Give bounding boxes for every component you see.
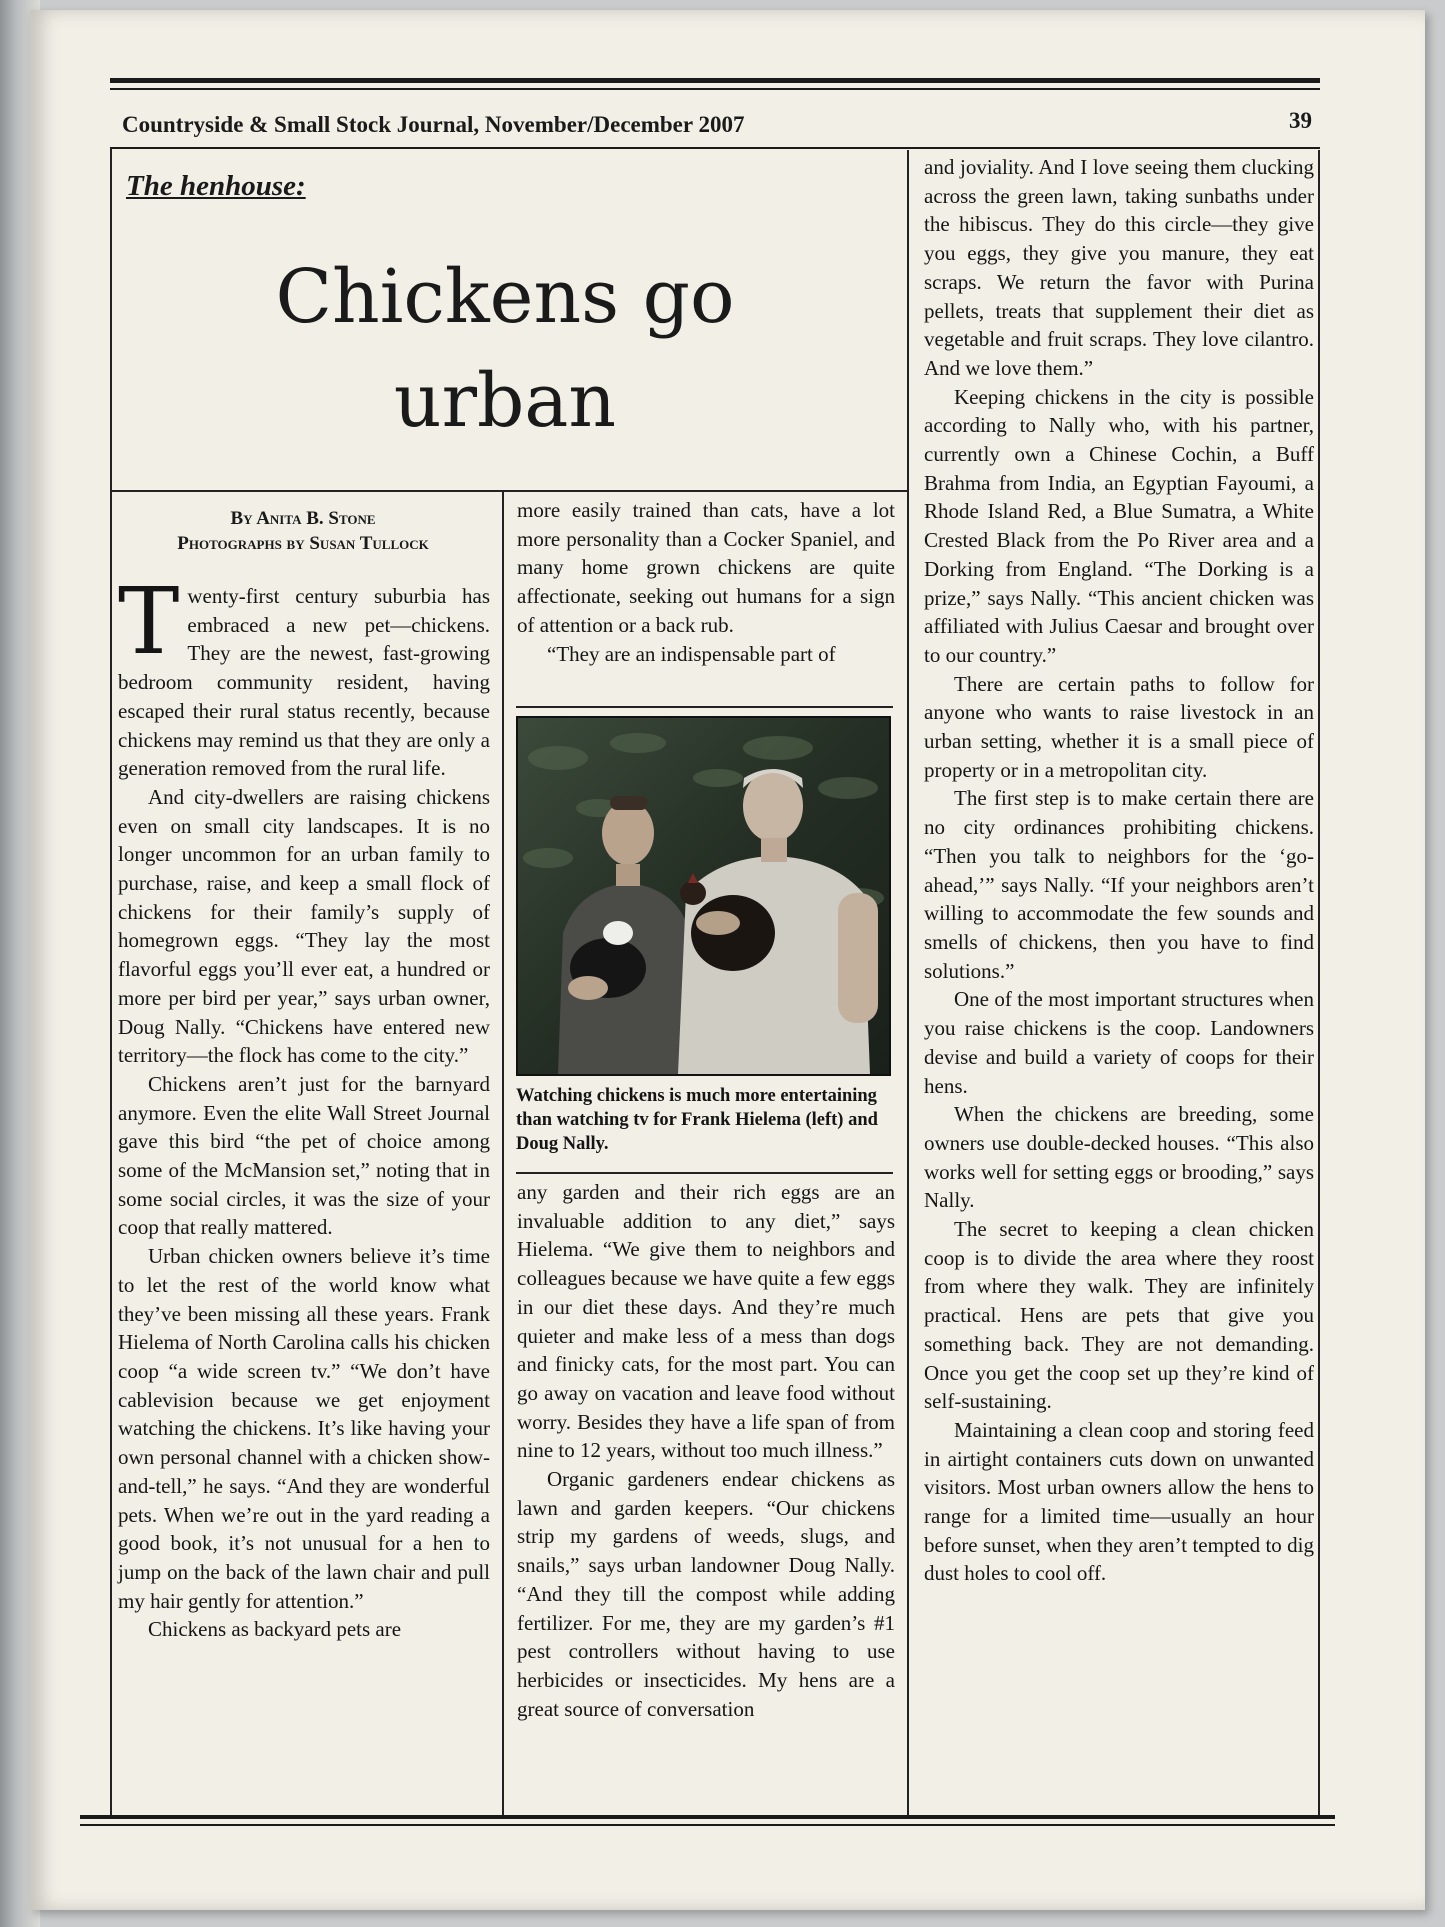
headline-line-2: urban bbox=[393, 358, 617, 444]
paragraph: And city-dwellers are raising chickens even on small city landscapes. It is no longer uncommon for an urban family to purchase, raise, and keep a small flock of chickens for their family’s supply of homegrown eggs. “They lay the most flavorful eggs you’ll ever eat, a hundred or more per bird per year,” says urban owner, Doug Nally. “Chickens have entered new territory—the flock has come to the city.” bbox=[118, 784, 490, 1068]
article-column-3 bbox=[924, 153, 1314, 1588]
photo-illustration bbox=[518, 718, 889, 1074]
headline bbox=[120, 245, 890, 453]
headline-line-1: Chickens go bbox=[275, 254, 735, 340]
paragraph: There are certain paths to follow for anyone who wants to raise livestock in an urban setting, whether it is a small piece of property or in a metropolitan city. bbox=[924, 671, 1314, 782]
journal-title: Countryside & Small Stock Journal, November/December 2007 bbox=[122, 112, 745, 137]
paragraph: When the chickens are breeding, some owners use double-decked houses. “This also works well for setting eggs or brooding,” says Nally. bbox=[924, 1102, 1314, 1213]
paragraph: One of the most important structures when you raise chickens is the coop. Landowners devise and build a variety of coops for their hens. bbox=[924, 987, 1314, 1098]
photo-two-men-holding-chickens bbox=[516, 716, 891, 1076]
outer-left-rule bbox=[110, 148, 112, 1816]
column-rule-2 bbox=[907, 150, 909, 1815]
paragraph: Keeping chickens in the city is possible according to Nally who, with his partner, currently own a Chinese Cochin, a Buff Brahma from India, an Egyptian Fayoumi, a Rhode Island Red, a Blue Sumatra, a White Crested Black from the Po River area and a Dorking from England. “The Dorking is a prize,” says Nally. “This ancient chicken was affiliated with Julius Caesar and brought over to our country.” bbox=[924, 384, 1314, 667]
outer-right-rule bbox=[1318, 150, 1320, 1815]
page-number: 39 bbox=[1289, 108, 1312, 133]
paragraph: Organic gardeners endear chickens as lawn and garden keepers. “Our chickens strip my gardens of weeds, slugs, and snails,” says urban landowner Doug Nally. “And they till the compost while adding fertilizer. For me, they are my garden’s #1 pest controllers without having to use herbicides or insecticides. My hens are a great source of conversation bbox=[517, 1467, 895, 1721]
article-column-2-top bbox=[517, 496, 895, 668]
running-header bbox=[122, 108, 1312, 138]
article-column-2-bottom bbox=[517, 1178, 895, 1723]
paragraph: Maintaining a clean coop and storing feed in airtight containers cuts down on unwanted visitors. Most urban owners allow the hens to range for a limited time—usually an hour before sunset, when they aren’t tempted to dig dust holes to cool off. bbox=[924, 1417, 1314, 1586]
headline-rule bbox=[110, 490, 908, 492]
byline bbox=[118, 506, 488, 556]
drop-cap: T bbox=[118, 568, 180, 675]
paragraph: The first step is to make certain there are no city ordinances prohibiting chickens. “Then you talk to neighbors for the ‘go-ahead,’” says Nally. “If your neighbors aren’t willing to accommodate the few sounds and smells of chickens, then you have to find solutions.” bbox=[924, 786, 1314, 983]
paragraph: more easily trained than cats, have a lot more personality than a Cocker Spaniel, and many home grown chickens are quite affectionate, seeking out humans for a sign of attention or a back rub. bbox=[517, 498, 895, 637]
paragraph: The secret to keeping a clean chicken coop is to divide the area where they roost from where they walk. They are infinitely practical. Hens are pets that give you something back. They are not demanding. Once you get the coop set up they’re kind of self-sustaining. bbox=[924, 1217, 1314, 1414]
top-rule-thin bbox=[110, 88, 1320, 90]
header-rule bbox=[110, 147, 1320, 149]
paragraph: Urban chicken owners believe it’s time to let the rest of the world know what they’ve been missing all these years. Frank Hielema of North Carolina calls his chicken coop “a wide screen tv.” “We don’t have cablevision because we get enjoyment watching the chickens. It’s like having your own personal channel with a chicken show-and-tell,” he says. “And they are wonderful pets. When we’re out in the yard reading a good book, it’s not unusual for a hen to jump on the back of the lawn chair and pull my hair gently for attention.” bbox=[118, 1244, 490, 1613]
paragraph: and joviality. And I love seeing them clucking across the green lawn, taking sunbaths under the hibiscus. They do this circle—they give you eggs, they give you manure, they eat scraps. We return the favor with Purina pellets, treats that supplement their diet as vegetable and fruit scraps. They love cilantro. And we love them.” bbox=[924, 155, 1314, 380]
bottom-rule-thin bbox=[80, 1824, 1335, 1826]
article-column-1 bbox=[118, 568, 490, 1644]
paragraph: any garden and their rich eggs are an invaluable addition to any diet,” says Hielema. “We give them to neighbors and colleagues because we have quite a few eggs in our diet these days. And they’re much quieter and make less of a mess than dogs and finicky cats, for the most part. You can go away on vacation and leave food without worry. Besides they have a life span of from nine to 12 years, without too much illness.” bbox=[517, 1180, 895, 1463]
bottom-rule-thick bbox=[80, 1815, 1335, 1819]
top-rule-thick bbox=[110, 78, 1320, 83]
paragraph: “They are an indispensable part of bbox=[547, 641, 836, 666]
column-rule-1 bbox=[502, 490, 504, 1815]
byline-author: By Anita B. Stone bbox=[230, 508, 376, 529]
paragraph: Chickens aren’t just for the barnyard anymore. Even the elite Wall Street Journal gave this bird “the pet of choice among some of the McMansion set,” noting that in some social circles, it was the size of your coop that really mattered. bbox=[118, 1071, 490, 1240]
caption-bottom-rule bbox=[516, 1172, 893, 1174]
byline-photos: Photographs by Susan Tullock bbox=[177, 533, 429, 554]
paragraph: Chickens as backyard pets are bbox=[148, 1617, 402, 1642]
section-label: The henhouse: bbox=[126, 170, 306, 202]
paragraph: Twenty-first century suburbia has embraced a new pet—chickens. They are the newest, fast-growing bedroom community resident, having escaped their rural status recently, because chickens may remind us that they are only a generation removed from the rural life. bbox=[118, 568, 490, 781]
photo-top-rule bbox=[516, 706, 893, 708]
photo-caption: Watching chickens is much more entertaining than watching tv for Frank Hielema (left) and Doug Nally. bbox=[516, 1086, 878, 1154]
